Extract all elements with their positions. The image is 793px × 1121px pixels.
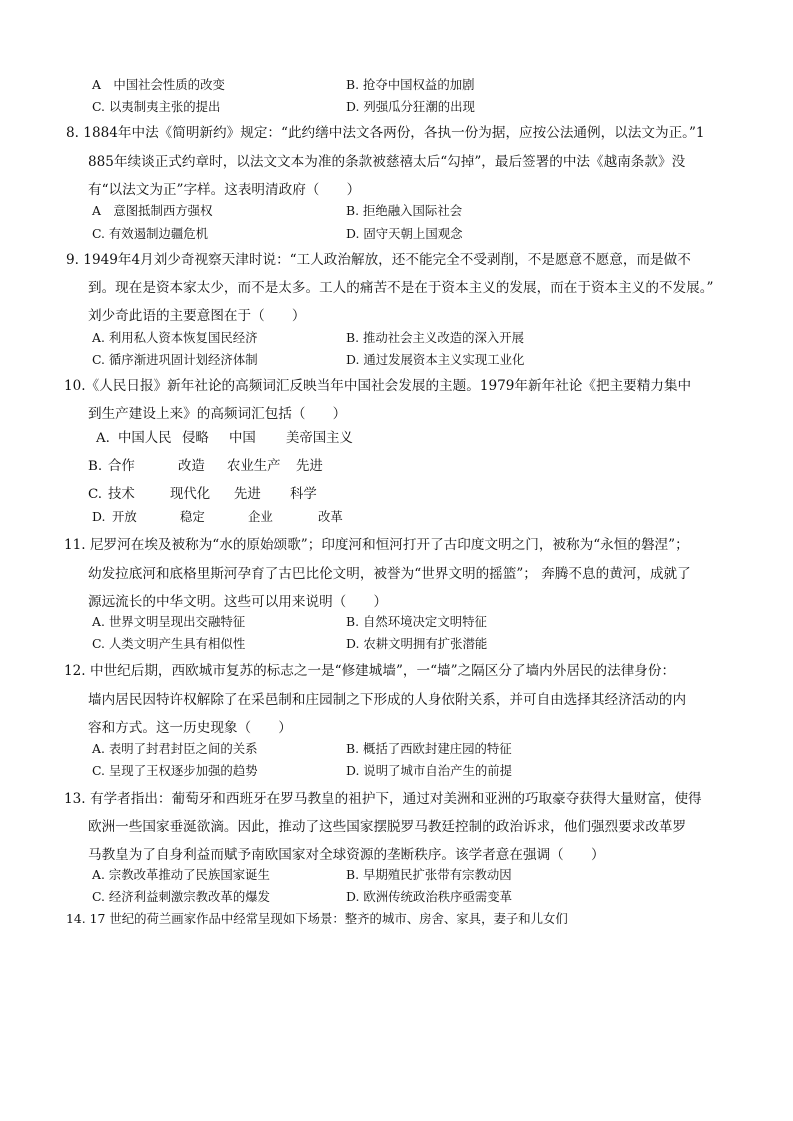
q12-option-b: B. 概括了西欧封建庄园的特征: [346, 741, 512, 756]
q9-option-c: C. 循序渐进巩固计划经济体制: [92, 352, 258, 367]
q10-option-a-letter: A.: [96, 431, 110, 446]
q11-stem-line-3: 源远流长的中华文明。这些可以用来说明（ ）: [88, 594, 388, 610]
q8-stem-line-2: 885年续谈正式约章时，以法文文本为准的条款被慈禧太后“勾掉”，最后签署的中法《越南条款》没: [88, 154, 686, 170]
q13-stem-line-1: 13. 有学者指出：葡萄牙和西班牙在罗马教皇的祖护下，通过对美洲和亚洲的巧取豪夺获得大量财富，使得: [64, 791, 702, 807]
q10-option-b-word-4: 先进: [296, 459, 323, 474]
q10-option-c-letter: C.: [88, 487, 103, 502]
q13-option-a: A. 宗教改革推动了民族国家诞生: [92, 867, 270, 882]
q9-option-a: A. 利用私人资本恢复国民经济: [92, 330, 258, 345]
q10-option-b-word-2: 改造: [178, 459, 205, 474]
q11-option-a: A. 世界文明呈现出交融特征: [92, 614, 246, 629]
q10-option-d-letter: D.: [92, 509, 106, 524]
q8-option-c: C. 有效遏制边疆危机: [92, 226, 209, 241]
q12-stem-line-2: 墙内居民因特许权解除了在采邑制和庄园制之下形成的人身依附关系，并可自由选择其经济活动的内: [88, 692, 687, 708]
q8-stem-line-3: 有“以法文为正”字样。这表明清政府（ ）: [88, 182, 361, 198]
q10-option-d-word-1: 开放: [112, 509, 137, 524]
q9-option-b: B. 推动社会主义改造的深入开展: [346, 330, 525, 345]
q8-option-a: A 意图抵制西方强权: [92, 203, 213, 218]
q10-option-b-word-3: 农业生产: [227, 459, 281, 474]
q10-stem-line-2: 到生产建设上来》的高频词汇包括（ ）: [88, 406, 347, 422]
q10-stem-line-1: 10.《人民日报》新年社论的高频词汇反映当年中国社会发展的主题。1979年新年社论《把主要精力集中: [64, 378, 692, 394]
q11-stem-line-1: 11. 尼罗河在埃及被称为“水的原始颂歌”；印度河和恒河打开了古印度文明之门，被称为“永恒的磐涅”；: [64, 537, 689, 553]
q10-option-a-word-4: 美帝国主义: [286, 431, 353, 446]
q11-option-c: C. 人类文明产生具有相似性: [92, 636, 246, 651]
q13-stem-line-3: 马教皇为了自身利益而赋予南欧国家对全球资源的垄断秩序。该学者意在强调（ ）: [88, 847, 605, 863]
q13-stem-line-2: 欧洲一些国家垂涎欲滴。因此，推动了这些国家摆脱罗马教廷控制的政治诉求，他们强烈要求改革罗: [88, 819, 687, 835]
q9-stem-line-2: 到。现在是资本家太少，而不是太多。工人的痛苦不是在于资本主义的发展，而在于资本主义的不发展。”: [88, 280, 714, 296]
q9-option-d: D. 通过发展资本主义实现工业化: [346, 352, 525, 367]
q9-stem-line-1: 9. 1949年4月刘少奇视察天津时说：“工人政治解放，还不能完全不受剥削，不是愿意不愿意，而是做不: [66, 252, 691, 268]
q8-option-d: D. 固守天朝上国观念: [346, 226, 463, 241]
q12-option-a: A. 表明了封君封臣之间的关系: [92, 741, 258, 756]
q10-option-d-word-2: 稳定: [180, 509, 205, 524]
q11-option-b: B. 自然环境决定文明特征: [346, 614, 487, 629]
q10-option-c-word-4: 科学: [290, 487, 317, 502]
q8-stem-line-1: 8. 1884年中法《简明新约》规定：“此约缮中法文各两份，各执一份为据，应按公法通例，以法文为正。”1: [66, 125, 705, 141]
q12-option-c: C. 呈现了王权逐步加强的趋势: [92, 763, 258, 778]
q7-option-c: C. 以夷制夷主张的提出: [92, 99, 221, 114]
q10-option-c-word-3: 先进: [234, 487, 261, 502]
q10-option-a-word-1: 中国人民: [118, 431, 172, 446]
q14-stem-line-1: 14. 17 世纪的荷兰画家作品中经常呈现如下场景：整齐的城市、房舍、家具，妻子和儿女们: [66, 911, 568, 926]
q10-option-b-letter: B.: [88, 459, 103, 474]
q13-option-d: D. 欧洲传统政治秩序亟需变革: [346, 889, 513, 904]
q11-stem-line-2: 幼发拉底河和底格里斯河孕育了古巴比伦文明，被誉为“世界文明的摇篮”； 奔腾不息的黄河，成就了: [88, 566, 691, 582]
q7-option-d: D. 列强瓜分狂潮的出现: [346, 99, 475, 114]
q10-option-a-word-2: 侵略: [182, 431, 209, 446]
q10-option-c-word-2: 现代化: [170, 487, 211, 502]
q10-option-b-word-1: 合作: [108, 459, 135, 474]
q8-option-b: B. 拒绝融入国际社会: [346, 203, 463, 218]
q11-option-d: D. 农耕文明拥有扩张潜能: [346, 636, 488, 651]
q9-stem-line-3: 刘少奇此语的主要意图在于（ ）: [88, 308, 306, 324]
q10-option-c-word-1: 技术: [108, 487, 135, 502]
q10-option-a-word-3: 中国: [229, 431, 256, 446]
q12-stem-line-1: 12. 中世纪后期，西欧城市复苏的标志之一是“修建城墙”，一“墙”之隔区分了墙内外居民的法律身份：: [64, 663, 676, 679]
q7-option-b: B. 抢夺中国权益的加剧: [346, 77, 475, 92]
q13-option-b: B. 早期殖民扩张带有宗教动因: [346, 867, 512, 882]
q12-stem-line-3: 容和方式。这一历史现象（ ）: [88, 720, 292, 736]
q10-option-d-word-3: 企业: [248, 509, 273, 524]
q12-option-d: D. 说明了城市自治产生的前提: [346, 763, 513, 778]
q7-option-a: A 中国社会性质的改变: [92, 77, 225, 92]
q13-option-c: C. 经济利益刺激宗教改革的爆发: [92, 889, 270, 904]
q10-option-d-word-4: 改革: [318, 509, 343, 524]
